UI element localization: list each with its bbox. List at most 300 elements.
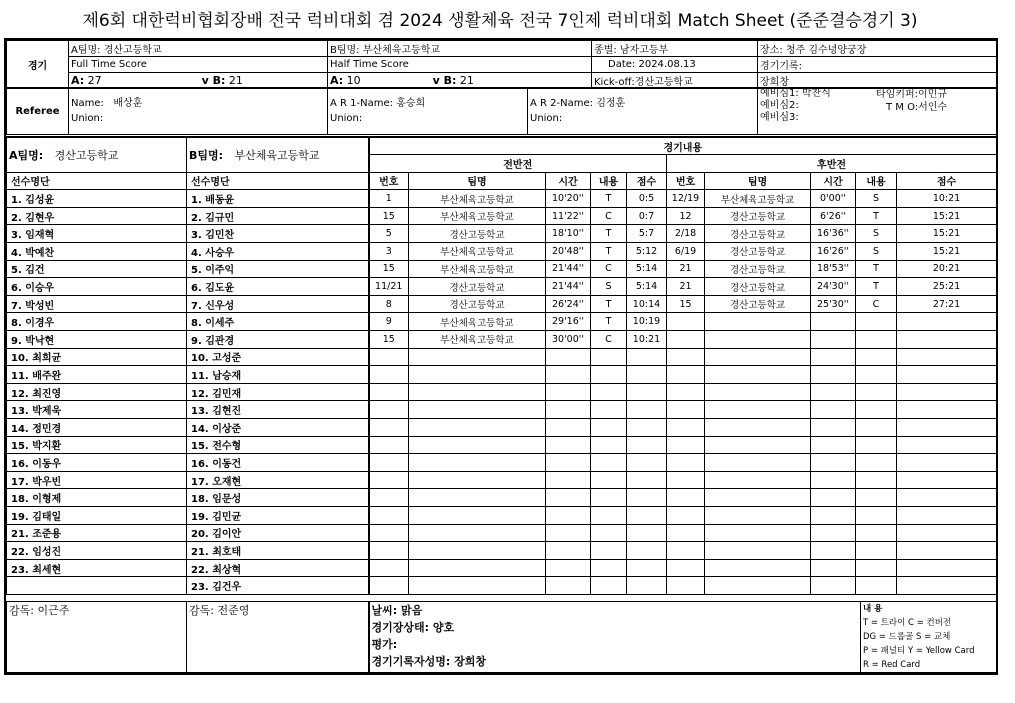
second-half-number: 12 xyxy=(667,207,705,225)
col-content: 내용 xyxy=(856,172,897,190)
first-half-time xyxy=(546,542,591,560)
venue-value: 청주 김수녕양궁장 xyxy=(785,45,867,56)
col-score: 점수 xyxy=(897,172,997,190)
team-b-player: 7. 신우성 xyxy=(187,295,369,313)
first-half-score xyxy=(627,577,667,595)
second-half-content: T xyxy=(856,207,897,225)
team-a-player: 23. 최세현 xyxy=(7,559,187,577)
second-half-score xyxy=(897,506,997,524)
table-row xyxy=(7,190,997,208)
table-row xyxy=(7,383,997,401)
second-half-number xyxy=(667,542,705,560)
team-b-player: 9. 김관경 xyxy=(187,331,369,349)
first-half-content: C xyxy=(591,331,627,349)
first-half-content: T xyxy=(591,295,627,313)
first-half-team xyxy=(409,471,546,489)
second-half-content xyxy=(856,506,897,524)
full-b-score: 21 xyxy=(228,74,243,87)
second-half-content xyxy=(856,348,897,366)
second-half-time xyxy=(811,436,856,454)
table-row xyxy=(7,260,997,278)
full-time-label: Full Time Score xyxy=(69,57,328,73)
table-row xyxy=(7,471,997,489)
second-half-content xyxy=(856,577,897,595)
first-half-score xyxy=(627,454,667,472)
team-a-player: 4. 박예찬 xyxy=(7,243,187,261)
second-half-content xyxy=(856,331,897,349)
first-half-team xyxy=(409,383,546,401)
first-half-header: 전반전 xyxy=(369,155,667,173)
second-half-content: S xyxy=(856,190,897,208)
second-half-time xyxy=(811,419,856,437)
second-half-team: 경산고등학교 xyxy=(705,278,811,296)
second-half-content: C xyxy=(856,295,897,313)
first-half-number: 15 xyxy=(369,331,409,349)
first-half-content xyxy=(591,436,627,454)
second-half-number: 6/19 xyxy=(667,243,705,261)
second-half-time: 24'30'' xyxy=(811,278,856,296)
second-half-score xyxy=(897,419,997,437)
team-b-player: 20. 김이안 xyxy=(187,524,369,542)
second-half-number xyxy=(667,348,705,366)
half-a-score: 10 xyxy=(346,74,361,87)
second-half-number xyxy=(667,577,705,595)
first-half-number: 15 xyxy=(369,260,409,278)
team-b-player: 17. 오재현 xyxy=(187,471,369,489)
legend-item: P = 패널티 Y = Yellow Card xyxy=(863,646,975,656)
second-half-score xyxy=(897,383,997,401)
col-number: 번호 xyxy=(667,172,705,190)
first-half-content: T xyxy=(591,243,627,261)
team-a-player: 8. 이경우 xyxy=(7,313,187,331)
first-half-time xyxy=(546,348,591,366)
team-a-player: 15. 박지환 xyxy=(7,436,187,454)
first-half-score xyxy=(627,436,667,454)
team-a-player: 9. 박낙현 xyxy=(7,331,187,349)
second-half-content: T xyxy=(856,278,897,296)
first-half-number: 3 xyxy=(369,243,409,261)
second-half-score xyxy=(897,401,997,419)
first-half-number xyxy=(369,524,409,542)
second-half-time: 25'30'' xyxy=(811,295,856,313)
second-half-content xyxy=(856,401,897,419)
first-half-time xyxy=(546,436,591,454)
first-half-number: 5 xyxy=(369,225,409,243)
team-a-player: 7. 박성빈 xyxy=(7,295,187,313)
team-a-player: 19. 김태일 xyxy=(7,506,187,524)
footer-table xyxy=(6,601,997,673)
team-b-player: 15. 전수형 xyxy=(187,436,369,454)
evaluation: 평가: xyxy=(371,638,398,651)
first-half-team: 부산체육고등학교 xyxy=(409,313,546,331)
first-half-content xyxy=(591,454,627,472)
first-half-score: 10:14 xyxy=(627,295,667,313)
reserve-referee-2: 예비심2: xyxy=(760,100,799,111)
second-half-score: 15:21 xyxy=(897,243,997,261)
first-half-content xyxy=(591,506,627,524)
second-half-content: T xyxy=(856,260,897,278)
table-row xyxy=(7,348,997,366)
second-half-number xyxy=(667,454,705,472)
team-a-player: 13. 박제욱 xyxy=(7,401,187,419)
first-half-number xyxy=(369,542,409,560)
second-half-number xyxy=(667,331,705,349)
second-half-team: 경산고등학교 xyxy=(705,295,811,313)
table-row xyxy=(7,489,997,507)
team-a-player: 14. 정민경 xyxy=(7,419,187,437)
table-row xyxy=(7,401,997,419)
reserve-referee-3: 예비심3: xyxy=(760,112,799,123)
team-a-label: A팀명: xyxy=(71,45,101,56)
first-half-team xyxy=(409,348,546,366)
second-half-number: 21 xyxy=(667,260,705,278)
second-half-team xyxy=(705,401,811,419)
first-half-time: 11'22'' xyxy=(546,207,591,225)
team-b-player: 18. 임문성 xyxy=(187,489,369,507)
date-label: Date: xyxy=(608,59,636,70)
match-info-table xyxy=(6,40,997,89)
second-half-content: S xyxy=(856,225,897,243)
second-half-content xyxy=(856,542,897,560)
first-half-number: 9 xyxy=(369,313,409,331)
team-a-player: 22. 임성진 xyxy=(7,542,187,560)
first-half-time xyxy=(546,419,591,437)
second-half-team xyxy=(705,489,811,507)
team-b-player: 19. 김민균 xyxy=(187,506,369,524)
field-condition: 경기장상태: 양호 xyxy=(371,621,455,634)
second-half-content xyxy=(856,419,897,437)
recorder-label: 경기기록: xyxy=(758,57,997,73)
first-half-content: C xyxy=(591,207,627,225)
second-half-team xyxy=(705,559,811,577)
legend-item: R = Red Card xyxy=(863,660,921,670)
first-half-number: 1 xyxy=(369,190,409,208)
first-half-time xyxy=(546,524,591,542)
document-title: 제6회 대한럭비협회장배 전국 럭비대회 겸 2024 생활체육 전국 7인제 럭비대회 Match Sheet (준준결승경기 3) xyxy=(82,11,918,31)
first-half-score xyxy=(627,419,667,437)
second-half-score xyxy=(897,524,997,542)
match-sheet xyxy=(4,38,998,675)
second-half-time xyxy=(811,471,856,489)
first-half-team xyxy=(409,506,546,524)
first-half-content xyxy=(591,419,627,437)
first-half-number: 11/21 xyxy=(369,278,409,296)
first-half-score xyxy=(627,366,667,384)
first-half-time xyxy=(546,383,591,401)
first-half-time: 26'24'' xyxy=(546,295,591,313)
second-half-score xyxy=(897,366,997,384)
first-half-team xyxy=(409,366,546,384)
venue-label: 장소: xyxy=(760,45,783,56)
second-half-time xyxy=(811,489,856,507)
col-time: 시간 xyxy=(546,172,591,190)
first-half-team: 경산고등학교 xyxy=(409,295,546,313)
second-half-team xyxy=(705,542,811,560)
first-half-score: 5:7 xyxy=(627,225,667,243)
second-half-team: 경산고등학교 xyxy=(705,260,811,278)
kickoff-label: Kick-off: xyxy=(594,77,635,88)
ar1-union-label: Union: xyxy=(330,113,363,124)
first-half-number: 15 xyxy=(369,207,409,225)
first-half-time: 20'48'' xyxy=(546,243,591,261)
table-row xyxy=(7,366,997,384)
table-row xyxy=(7,225,997,243)
legend-item: T = 트라이 C = 컨버전 xyxy=(863,618,952,628)
first-half-number xyxy=(369,506,409,524)
second-half-team xyxy=(705,331,811,349)
team-b-player: 22. 최상혁 xyxy=(187,559,369,577)
second-half-time: 16'26'' xyxy=(811,243,856,261)
second-half-time: 0'00'' xyxy=(811,190,856,208)
first-half-team xyxy=(409,559,546,577)
ar2-name: 김정훈 xyxy=(596,98,626,109)
first-half-score: 0:7 xyxy=(627,207,667,225)
second-half-content xyxy=(856,524,897,542)
first-half-time xyxy=(546,489,591,507)
tmo: T M O:서인수 xyxy=(886,102,948,113)
team-b-label: B팀명: xyxy=(330,45,360,56)
first-half-time: 18'10'' xyxy=(546,225,591,243)
first-half-content xyxy=(591,542,627,560)
category-label: 종별: xyxy=(594,45,617,56)
second-half-score xyxy=(897,559,997,577)
team-b-player: 14. 이상준 xyxy=(187,419,369,437)
team-b-player: 1. 배동윤 xyxy=(187,190,369,208)
second-half-number xyxy=(667,383,705,401)
table-row xyxy=(7,506,997,524)
second-half-content xyxy=(856,436,897,454)
team-a-player: 18. 이형제 xyxy=(7,489,187,507)
second-half-team xyxy=(705,436,811,454)
team-a-player: 17. 박우빈 xyxy=(7,471,187,489)
col-score: 점수 xyxy=(627,172,667,190)
first-half-time xyxy=(546,471,591,489)
second-half-time xyxy=(811,331,856,349)
table-row xyxy=(7,436,997,454)
second-half-team xyxy=(705,419,811,437)
second-half-team: 경산고등학교 xyxy=(705,225,811,243)
first-half-number xyxy=(369,366,409,384)
second-half-content: S xyxy=(856,243,897,261)
second-half-score: 15:21 xyxy=(897,225,997,243)
second-half-score xyxy=(897,454,997,472)
first-half-time: 30'00'' xyxy=(546,331,591,349)
second-half-time xyxy=(811,559,856,577)
col-team: 팀명 xyxy=(705,172,811,190)
second-half-time: 16'36'' xyxy=(811,225,856,243)
first-half-content xyxy=(591,383,627,401)
second-half-team: 부산체육고등학교 xyxy=(705,190,811,208)
table-row xyxy=(7,313,997,331)
team-b-player: 16. 이동건 xyxy=(187,454,369,472)
first-half-time xyxy=(546,454,591,472)
second-half-number xyxy=(667,471,705,489)
second-half-score: 15:21 xyxy=(897,207,997,225)
second-half-number xyxy=(667,489,705,507)
second-half-number xyxy=(667,436,705,454)
second-half-team xyxy=(705,348,811,366)
first-half-number xyxy=(369,559,409,577)
table-row xyxy=(7,419,997,437)
second-half-team xyxy=(705,577,811,595)
second-half-time: 6'26'' xyxy=(811,207,856,225)
team-b-player: 10. 고성준 xyxy=(187,348,369,366)
half-a-label: A: xyxy=(330,74,344,87)
first-half-team xyxy=(409,436,546,454)
team-b-player: 5. 이주익 xyxy=(187,260,369,278)
team-a-player: 10. 최희균 xyxy=(7,348,187,366)
second-half-number xyxy=(667,401,705,419)
second-half-score xyxy=(897,471,997,489)
team-a-coach: 감독: 이근주 xyxy=(7,602,187,673)
first-half-time: 29'16'' xyxy=(546,313,591,331)
second-half-team xyxy=(705,454,811,472)
first-half-content xyxy=(591,471,627,489)
second-half-team xyxy=(705,506,811,524)
second-half-number xyxy=(667,419,705,437)
table-row xyxy=(7,295,997,313)
recorder-signature: 경기기록자성명: 장희창 xyxy=(371,655,486,668)
ar2-label: A R 2-Name: xyxy=(530,98,593,109)
first-half-number xyxy=(369,419,409,437)
second-half-content xyxy=(856,454,897,472)
second-half-time xyxy=(811,524,856,542)
second-half-time xyxy=(811,454,856,472)
first-half-content xyxy=(591,559,627,577)
second-half-time xyxy=(811,348,856,366)
first-half-score xyxy=(627,383,667,401)
weather: 날씨: 맑음 xyxy=(371,604,423,617)
first-half-team xyxy=(409,489,546,507)
legend-title: 내 용 xyxy=(863,604,883,614)
referee-name-label: Name: xyxy=(71,98,104,109)
first-half-team: 경산고등학교 xyxy=(409,278,546,296)
second-half-time xyxy=(811,401,856,419)
second-half-number: 2/18 xyxy=(667,225,705,243)
first-half-time xyxy=(546,559,591,577)
first-half-score: 10:19 xyxy=(627,313,667,331)
first-half-number: 8 xyxy=(369,295,409,313)
first-half-score: 5:12 xyxy=(627,243,667,261)
first-half-number xyxy=(369,454,409,472)
timekeeper: 타임키퍼:이민규 xyxy=(876,89,947,100)
second-half-team: 경산고등학교 xyxy=(705,243,811,261)
table-row xyxy=(7,542,997,560)
first-half-time: 10'20'' xyxy=(546,190,591,208)
team-a-player: 12. 최진영 xyxy=(7,383,187,401)
first-half-content: S xyxy=(591,278,627,296)
first-half-time xyxy=(546,401,591,419)
first-half-score xyxy=(627,471,667,489)
first-half-team xyxy=(409,542,546,560)
first-half-content xyxy=(591,577,627,595)
second-half-team xyxy=(705,383,811,401)
second-half-content xyxy=(856,383,897,401)
game-log-header: 경기내용 xyxy=(369,137,997,155)
table-row xyxy=(7,524,997,542)
second-half-score: 20:21 xyxy=(897,260,997,278)
team-a-player xyxy=(7,577,187,595)
first-half-number xyxy=(369,401,409,419)
second-half-number: 15 xyxy=(667,295,705,313)
first-half-content xyxy=(591,366,627,384)
col-team: 팀명 xyxy=(409,172,546,190)
half-b-label: v B: xyxy=(432,74,457,87)
team-b-player: 23. 김건우 xyxy=(187,577,369,595)
second-half-content xyxy=(856,366,897,384)
second-half-score xyxy=(897,331,997,349)
first-half-team: 부산체육고등학교 xyxy=(409,207,546,225)
second-half-number xyxy=(667,559,705,577)
referee-label: Referee xyxy=(7,88,69,135)
referee-table xyxy=(6,87,997,135)
table-row xyxy=(7,454,997,472)
first-half-score: 0:5 xyxy=(627,190,667,208)
second-half-team xyxy=(705,366,811,384)
kickoff-value: 경산고등학교 xyxy=(634,77,693,88)
first-half-content: T xyxy=(591,313,627,331)
first-half-score: 5:14 xyxy=(627,278,667,296)
second-half-time xyxy=(811,577,856,595)
team-b-player: 11. 남승재 xyxy=(187,366,369,384)
second-half-number: 12/19 xyxy=(667,190,705,208)
team-a-header-label: A팀명: xyxy=(9,148,44,162)
first-half-time xyxy=(546,577,591,595)
second-half-score: 10:21 xyxy=(897,190,997,208)
col-number: 번호 xyxy=(369,172,409,190)
table-row xyxy=(7,278,997,296)
first-half-content xyxy=(591,489,627,507)
ar2-union-label: Union: xyxy=(530,113,563,124)
first-half-content: T xyxy=(591,190,627,208)
second-half-content xyxy=(856,489,897,507)
first-half-score xyxy=(627,559,667,577)
first-half-team xyxy=(409,577,546,595)
second-half-score xyxy=(897,348,997,366)
first-half-content xyxy=(591,348,627,366)
second-half-team xyxy=(705,313,811,331)
team-a-player: 1. 김성윤 xyxy=(7,190,187,208)
second-half-number xyxy=(667,313,705,331)
second-half-number xyxy=(667,366,705,384)
second-half-score xyxy=(897,313,997,331)
full-a-label: A: xyxy=(71,74,85,87)
first-half-content xyxy=(591,401,627,419)
col-time: 시간 xyxy=(811,172,856,190)
team-b-player: 6. 김도윤 xyxy=(187,278,369,296)
team-a-player: 16. 이동우 xyxy=(7,454,187,472)
first-half-team: 부산체육고등학교 xyxy=(409,260,546,278)
first-half-team: 경산고등학교 xyxy=(409,225,546,243)
legend-item: DG = 드롭골 S = 교체 xyxy=(863,632,951,642)
category-value: 남자고등부 xyxy=(619,45,669,56)
first-half-number xyxy=(369,471,409,489)
team-a-name: 경산고등학교 xyxy=(103,45,162,56)
second-half-header: 후반전 xyxy=(667,155,997,173)
team-a-player: 21. 조준용 xyxy=(7,524,187,542)
second-half-time xyxy=(811,506,856,524)
team-b-player: 3. 김민찬 xyxy=(187,225,369,243)
first-half-time: 21'44'' xyxy=(546,278,591,296)
full-b-label: v B: xyxy=(201,74,226,87)
first-half-time xyxy=(546,506,591,524)
second-half-number xyxy=(667,524,705,542)
first-half-number xyxy=(369,436,409,454)
second-half-time xyxy=(811,366,856,384)
referee-union-label: Union: xyxy=(71,113,104,124)
team-a-roster-header: 선수명단 xyxy=(7,172,187,190)
first-half-content: C xyxy=(591,260,627,278)
